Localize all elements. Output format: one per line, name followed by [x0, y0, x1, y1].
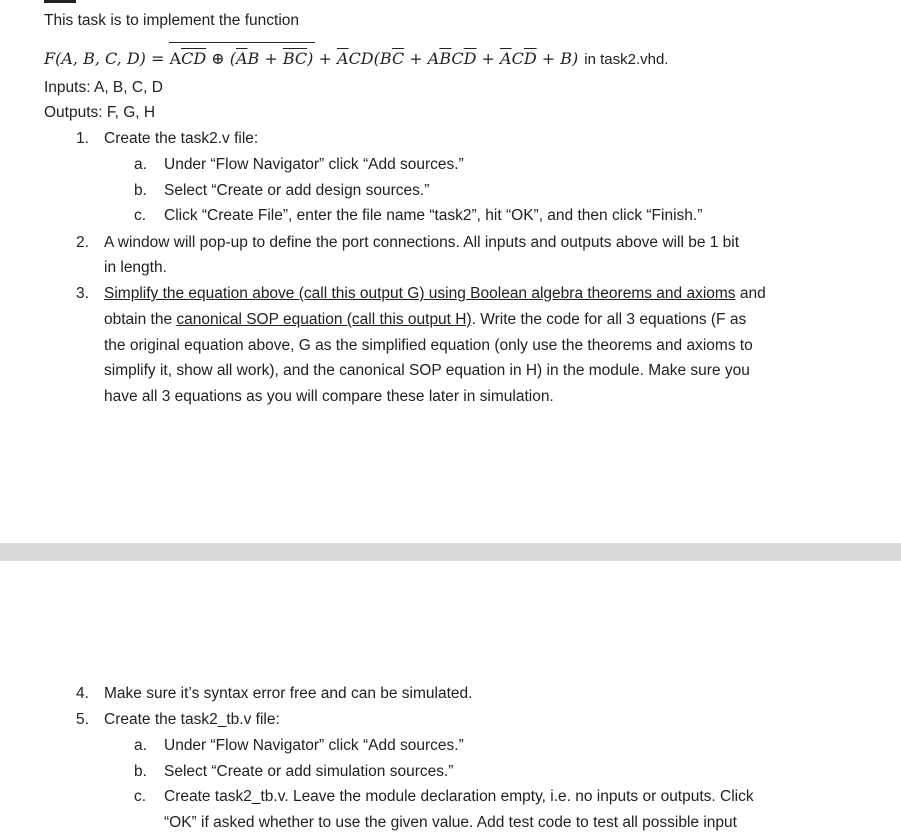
- inputs-line: Inputs: A, B, C, D: [44, 79, 163, 96]
- step-text: Create the task2_tb.v file:: [104, 711, 280, 728]
- substep-text: Click “Create File”, enter the file name “task2”, hit “OK”, and then click “Finish.”: [164, 207, 703, 224]
- step-number: 2.: [76, 234, 89, 251]
- step-text-fragment: obtain the: [104, 311, 177, 328]
- step-number: 1.: [76, 130, 89, 147]
- substep-letter: b.: [134, 182, 147, 199]
- substep-text: Under “Flow Navigator” click “Add sources.”: [164, 156, 464, 173]
- intro-text: This task is to implement the function: [44, 12, 300, 29]
- step-text-continued: have all 3 equations as you will compare these later in simulation.: [104, 388, 554, 405]
- step-text: A window will pop-up to define the port connections. All inputs and outputs above will be 1 bit: [104, 234, 740, 251]
- step-text-fragment: . Write the code for all 3 equations (F as: [471, 311, 747, 328]
- page-break: [0, 543, 901, 561]
- step-text: Make sure it’s syntax error free and can be simulated.: [104, 685, 473, 702]
- substep-letter: a.: [134, 737, 147, 754]
- step-text-continued: simplify it, show all work), and the canonical SOP equation in H) in the module. Make sure you: [104, 362, 750, 379]
- function-equation: F(A, B, C, $D) = A\overline{C}\overline{D}$ ⊕ $(\overline{A}B + \overline{BC}) + \overline{A}CD(B\overline{C} + A\overline{B}C\overline{D} + \overline{A}C\overline{D} + B)$ in task2.vhd.: [44, 49, 669, 68]
- substep-letter: c.: [134, 788, 147, 805]
- step-number: 3.: [76, 285, 89, 302]
- canonical-sop-instruction: canonical SOP equation (call this output H): [176, 311, 472, 328]
- heading-rule: [44, 0, 76, 3]
- substep-letter: b.: [134, 763, 147, 780]
- step-text-fragment: and: [735, 285, 766, 302]
- equation-file-note: in task2.vhd.: [584, 51, 669, 68]
- substep-text: Select “Create or add design sources.”: [164, 182, 430, 199]
- equation-negated-term: $A\overline{C}\overline{D}$ ⊕ $(\overline{A}B + \overline{BC})$: [169, 49, 314, 68]
- substep-text-continued: “OK” if asked whether to use the given value. Add test code to test all possible input: [164, 814, 737, 831]
- step-text: [104, 284, 766, 304]
- step-number: 4.: [76, 685, 89, 702]
- substep-text: Create task2_tb.v. Leave the module declaration empty, i.e. no inputs or outputs. Click: [164, 788, 754, 805]
- substep-letter: c.: [134, 207, 147, 224]
- step-number: 5.: [76, 711, 89, 728]
- substep-letter: a.: [134, 156, 147, 173]
- substep-text: Select “Create or add simulation sources.”: [164, 763, 454, 780]
- step-text-continued: [104, 310, 746, 330]
- step-text: Create the task2.v file:: [104, 130, 259, 147]
- step-text-continued: in length.: [104, 259, 167, 276]
- step-text-continued: the original equation above, G as the simplified equation (only use the theorems and axioms to: [104, 337, 753, 354]
- simplify-instruction: Simplify the equation above (call this output G) using Boolean algebra theorems and axioms: [104, 285, 736, 302]
- substep-text: Under “Flow Navigator” click “Add sources.”: [164, 737, 464, 754]
- equation-lhs: F(A, B, C, D) =: [44, 49, 170, 68]
- outputs-line: Outputs: F, G, H: [44, 104, 156, 121]
